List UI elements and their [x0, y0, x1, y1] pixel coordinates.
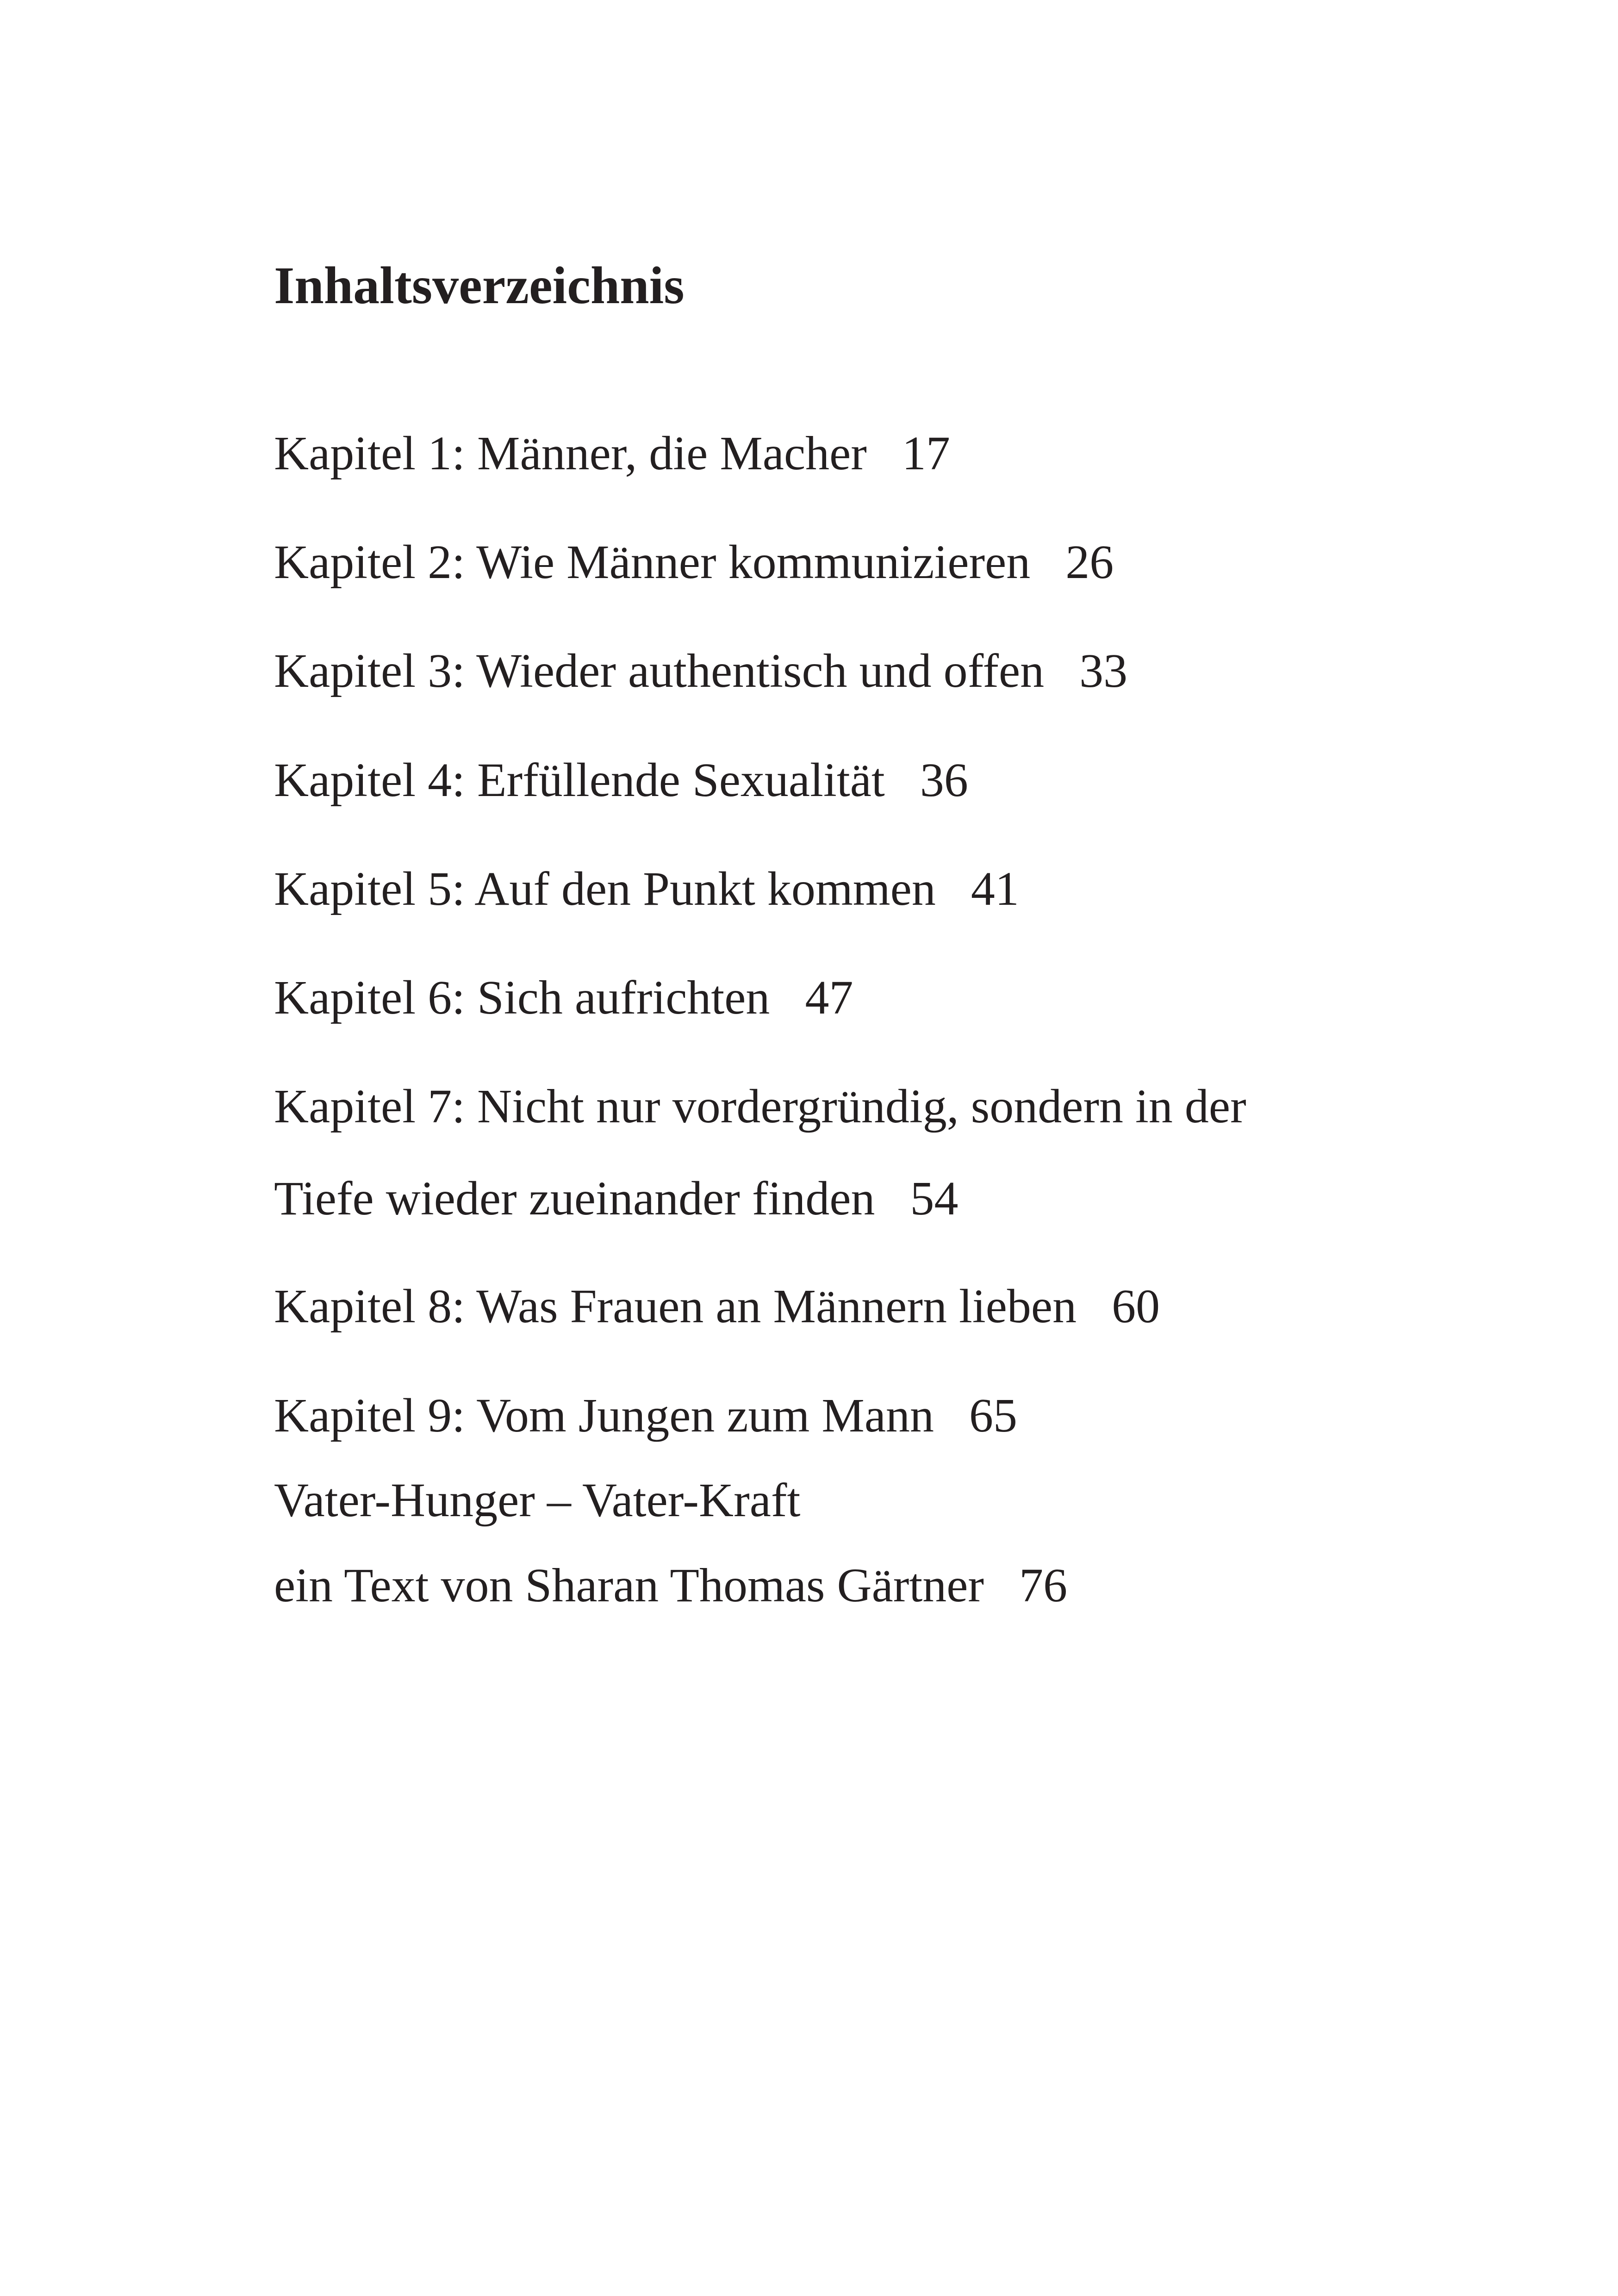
toc-entry-page: 60	[1112, 1280, 1160, 1333]
toc-entry-text: Kapitel 5: Auf den Punkt kommen	[274, 862, 936, 915]
toc-entry	[274, 644, 1128, 697]
toc-entry-text: Kapitel 9: Vom Jungen zum Mann	[274, 1389, 934, 1442]
toc-entry-text: Tiefe wieder zueinander finden	[274, 1172, 875, 1225]
toc-entry-text: Kapitel 2: Wie Männer kommunizieren	[274, 535, 1031, 589]
toc-entry	[274, 535, 1114, 589]
toc-entry-text: Kapitel 8: Was Frauen an Männern lieben	[274, 1280, 1077, 1333]
toc-title: Inhaltsverzeichnis	[274, 256, 685, 315]
toc-entry-page: 17	[902, 427, 950, 480]
toc-entry	[274, 971, 853, 1024]
toc-entry-text: Vater-Hunger – Vater-Kraft	[274, 1474, 801, 1527]
toc-entry-line2	[274, 1172, 958, 1225]
toc-entry-text: Kapitel 1: Männer, die Macher	[274, 427, 867, 480]
toc-entry	[274, 1389, 1018, 1442]
toc-entry-page: 65	[969, 1389, 1018, 1442]
toc-entry-page: 41	[971, 862, 1019, 915]
toc-entry-page: 76	[1019, 1559, 1068, 1612]
toc-entry-text: Kapitel 7: Nicht nur vordergründig, sondern in der	[274, 1080, 1246, 1133]
toc-entry	[274, 1282, 1160, 1331]
toc-entry-text: Kapitel 6: Sich aufrichten	[274, 971, 770, 1024]
toc-entry-page: 36	[920, 753, 968, 807]
toc-entry-page: 47	[805, 971, 853, 1024]
toc-entry-page: 33	[1079, 644, 1128, 697]
toc-entry	[274, 862, 1019, 915]
toc-entry-line2	[274, 1559, 1068, 1612]
toc-entry-page: 54	[910, 1172, 958, 1225]
toc-entry	[274, 429, 950, 478]
toc-entry-page: 26	[1065, 535, 1114, 589]
toc-entry-line1	[274, 1080, 1246, 1133]
toc-entry-text: Kapitel 4: Erfüllende Sexualität	[274, 753, 885, 807]
toc-entry	[274, 753, 968, 807]
toc-entry-text: Kapitel 3: Wieder authentisch und offen	[274, 644, 1045, 697]
toc-entry-text: ein Text von Sharan Thomas Gärtner	[274, 1559, 984, 1612]
toc-entry-line1	[274, 1474, 801, 1527]
